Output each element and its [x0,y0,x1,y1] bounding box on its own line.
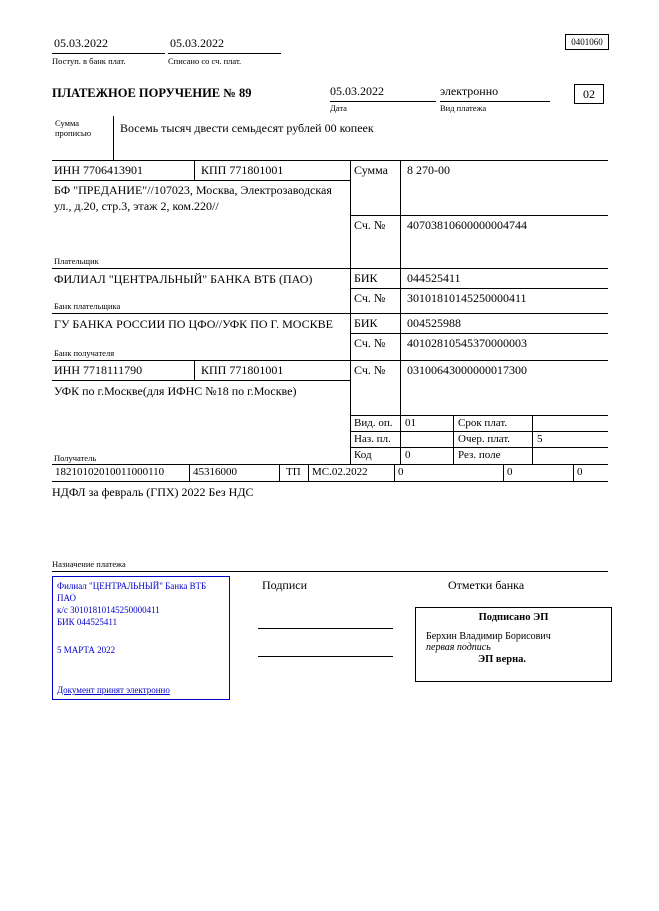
op-type-label: Вид. оп. [351,416,401,431]
beneficiary-account-value: 03100643000000017300 [407,363,527,377]
payer-bank-name: ФИЛИАЛ "ЦЕНТРАЛЬНЫЙ" БАНКА ВТБ (ПАО) [54,272,313,286]
payer-bank-label: Банк плательщика [54,301,121,311]
beneficiary-bank-account-row [351,334,608,361]
tax-period-cell: МС.02.2022 [309,465,395,481]
signature-line-2 [258,656,393,657]
payer-bank-bik-label: БИК [351,269,401,288]
code-row [351,448,608,465]
payer-inn: ИНН 7706413901 [52,161,195,180]
esign-kind: первая подпись [426,642,491,653]
beneficiary-bank-bik-row [351,314,608,334]
payer-account-row [351,216,608,269]
esign-box [415,607,612,682]
beneficiary-bank-bik-label: БИК [351,314,401,333]
payer-account-value: 40703810600000004744 [407,218,527,232]
due-date-value [533,416,608,431]
status-code-box: 02 [574,84,604,104]
beneficiary-inn-kpp-row [52,361,350,381]
payer-bank-bik-row [351,269,608,289]
beneficiary-kpp: КПП 771801001 [201,363,284,377]
tax-fields-row [52,465,608,482]
payer-block [52,161,350,269]
op-type-value: 01 [401,416,454,431]
form-code-box: 0401060 [565,34,609,50]
right-column [350,161,608,465]
stamp-date: 5 МАРТА 2022 [57,644,116,655]
beneficiary-inn: ИНН 7718111790 [52,361,195,380]
payer-name: БФ "ПРЕДАНИЕ"//107023, Москва, Электрозаводская ул., д.20, стр.3, этаж 2, ком.220// [54,183,332,213]
stamp-bik: БИК 044525411 [57,617,118,628]
payment-kind-label: Вид платежа [440,103,487,113]
op-type-row [351,416,608,432]
stamp-note: Документ принят электронно [57,685,170,695]
debited-date: 05.03.2022 [168,36,281,54]
payment-purpose-field [52,559,608,572]
payer-bank-account-label: Сч. № [351,289,401,313]
reserve-field-value [533,448,608,465]
doc-date-field [330,84,436,113]
payment-kind-field [440,84,550,113]
oktmo-cell: 45316000 [190,465,280,481]
bank-stamp-body [53,577,229,659]
beneficiary-bank-block [52,314,350,361]
payer-bank-bik-value: 044525411 [407,271,461,285]
main-grid [52,161,608,465]
received-date: 05.03.2022 [52,36,165,54]
beneficiary-account-label: Сч. № [351,361,401,415]
payer-bank-account-value: 30101810145250000411 [407,291,527,305]
payer-bank-account-row [351,289,608,314]
payment-kind: электронно [440,84,550,102]
doc-date-label: Дата [330,103,347,113]
amount-words-value: Восемь тысяч двести семьдесят рублей 00 копеек [120,121,374,135]
stamp-bank-name: Филиал "ЦЕНТРАЛЬНЫЙ" Банка ВТБ ПАО [57,581,207,604]
amount-words-label: Сумма прописью [52,116,114,160]
beneficiary-name: УФК по г.Москве(для ИФНС №18 по г.Москве) [54,384,297,398]
beneficiary-block [52,361,350,465]
purpose-code-value [401,432,454,447]
beneficiary-bank-label: Банк получателя [54,348,115,358]
payment-purpose-text: НДФЛ за февраль (ГПХ) 2022 Без НДС [52,485,254,499]
beneficiary-bank-account-label: Сч. № [351,334,401,360]
payment-type-cell: 0 [577,466,583,478]
debited-date-label: Списано со сч. плат. [168,56,242,66]
payer-inn-kpp-row [52,161,350,181]
debited-date-field [168,36,281,66]
signature-line-1 [258,628,393,629]
priority-value: 5 [537,433,543,445]
beneficiary-bank-name: ГУ БАНКА РОССИИ ПО ЦФО//УФК ПО Г. МОСКВЕ [54,317,333,331]
esign-name: Берхин Владимир Борисович [426,631,551,642]
payer-label: Плательщик [54,256,99,266]
signatures-header: Подписи [262,578,308,592]
beneficiary-label: Получатель [54,453,97,463]
bank-stamp [52,576,230,700]
doc-title: ПЛАТЕЖНОЕ ПОРУЧЕНИЕ № 89 [52,86,252,100]
esign-verified: ЭП верна. [478,654,527,665]
payment-basis-cell: ТП [280,465,309,481]
bank-marks-header: Отметки банка [448,578,525,592]
purpose-code-label: Наз. пл. [351,432,401,447]
priority-label: Очер. плат. [454,432,533,447]
amount-words-block [52,116,608,161]
received-date-field [52,36,165,66]
purpose-code-row [351,432,608,448]
code-label: Код [351,448,401,465]
amount-label: Сумма [351,161,401,215]
stamp-corr-account: к/с 30101810145250000411 [57,605,160,616]
esign-title: Подписано ЭП [478,612,549,623]
payment-purpose-label: Назначение платежа [52,559,126,569]
doc-date-cell: 0 [504,465,574,481]
beneficiary-account-row [351,361,608,416]
doc-date: 05.03.2022 [330,84,436,102]
payer-bank-block [52,269,350,314]
kbk-cell: 18210102010011000110 [52,465,190,481]
received-date-label: Поступ. в банк плат. [52,56,126,66]
code-value: 0 [401,448,454,465]
doc-number-cell: 0 [395,465,504,481]
reserve-field-label: Рез. поле [454,448,533,465]
beneficiary-bank-bik-value: 004525988 [407,316,461,330]
amount-row [351,161,608,216]
due-date-label: Срок плат. [454,416,533,431]
payer-kpp: КПП 771801001 [201,163,284,177]
amount-value: 8 270-00 [407,163,450,177]
payer-account-label: Сч. № [351,216,401,268]
beneficiary-bank-account-value: 40102810545370000003 [407,336,527,350]
